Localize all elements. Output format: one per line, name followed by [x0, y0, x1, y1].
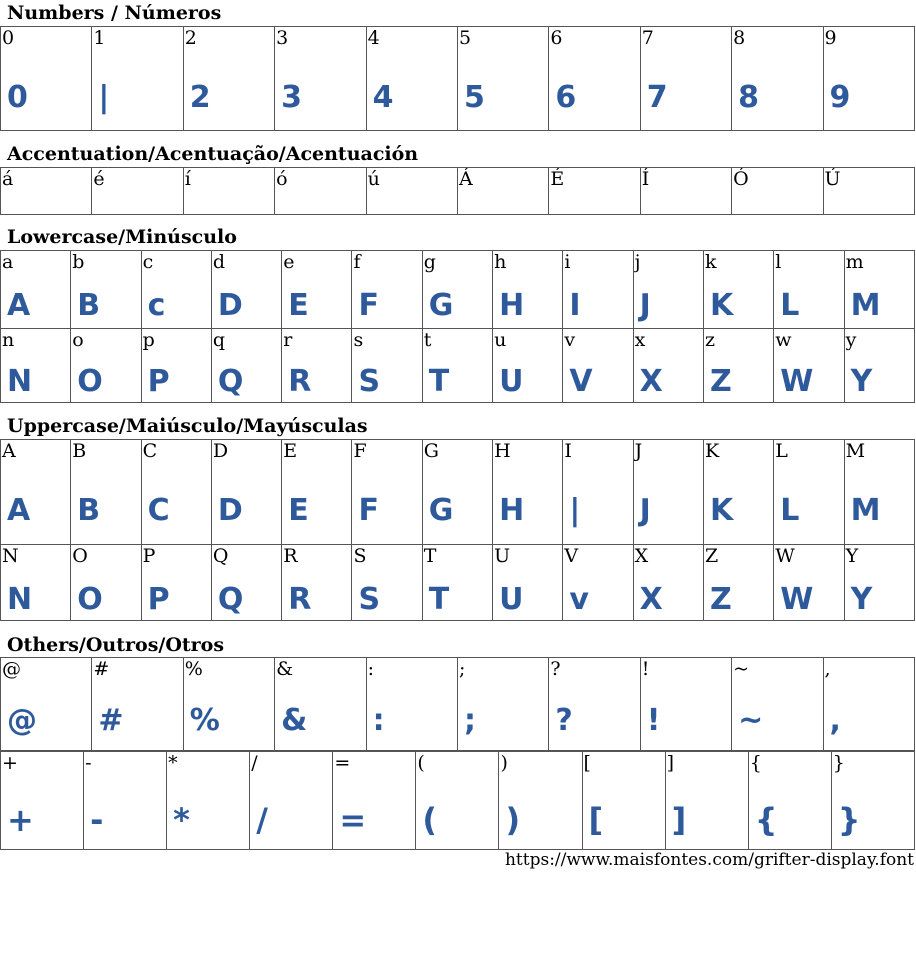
glyph-cell	[1, 168, 92, 215]
glyph-cell-label: a	[2, 251, 14, 273]
glyph-cell	[563, 545, 633, 621]
glyph-sample: v	[569, 582, 589, 617]
glyph-sample: 7	[646, 80, 668, 115]
glyph-sample: X	[639, 582, 663, 617]
glyph-cell	[640, 658, 731, 751]
glyph-sample: U	[499, 364, 524, 399]
glyph-cell-label: N	[2, 545, 19, 567]
glyph-sample: E	[288, 288, 309, 323]
source-url: https://www.maisfontes.com/grifter-display.font	[504, 850, 914, 870]
glyph-cell	[633, 251, 703, 329]
glyph-sample: E	[288, 493, 309, 528]
glyph-cell-label: &	[276, 658, 294, 680]
others-table-2	[0, 751, 915, 850]
glyph-cell-label: T	[423, 545, 437, 567]
glyph-cell-label: +	[2, 752, 18, 774]
glyph-row	[1, 251, 915, 329]
glyph-sample: L	[780, 493, 800, 528]
glyph-sample: [	[588, 801, 604, 839]
glyph-row	[1, 440, 915, 545]
glyph-sample: =	[339, 801, 367, 839]
glyph-cell	[282, 440, 352, 545]
glyph-cell-label: /	[251, 752, 258, 774]
glyph-sample: G	[428, 493, 454, 528]
glyph-cell-label: i	[564, 251, 571, 273]
glyph-sample: Z	[709, 582, 732, 617]
glyph-cell	[366, 27, 457, 131]
section-title-accentuation: Accentuation/Acentuação/Acentuación	[7, 143, 419, 165]
glyph-cell	[563, 440, 633, 545]
glyph-cell-label: v	[564, 329, 576, 351]
glyph-cell	[282, 545, 352, 621]
glyph-cell-label: é	[93, 168, 105, 190]
glyph-sample: #	[98, 703, 124, 738]
glyph-cell	[92, 27, 183, 131]
glyph-cell-label: 5	[458, 27, 472, 49]
glyph-cell-label: J	[634, 440, 643, 462]
glyph-sample: H	[499, 493, 525, 528]
glyph-sample: T	[428, 582, 450, 617]
glyph-sample: ;	[463, 703, 476, 738]
glyph-cell	[493, 329, 563, 403]
glyph-sample: I	[569, 288, 581, 323]
glyph-sample: 6	[555, 80, 577, 115]
glyph-cell	[211, 545, 281, 621]
glyph-cell	[352, 329, 422, 403]
glyph-cell-label: (	[417, 752, 425, 774]
glyph-row	[1, 329, 915, 403]
glyph-cell-label: 0	[2, 27, 15, 49]
glyph-sample: 0	[7, 80, 28, 115]
glyph-cell-label: 3	[276, 27, 289, 49]
glyph-cell	[457, 658, 548, 751]
glyph-cell-label: 1	[93, 27, 106, 49]
glyph-cell-label: y	[845, 329, 857, 351]
uppercase-table	[0, 439, 915, 621]
glyph-cell-label: Q	[212, 545, 229, 567]
glyph-cell-label: X	[634, 545, 649, 567]
glyph-sample: A	[7, 288, 31, 323]
section-title-others: Others/Outros/Otros	[7, 634, 225, 656]
glyph-sample: H	[499, 288, 525, 323]
glyph-cell	[703, 440, 773, 545]
glyph-cell	[366, 658, 457, 751]
glyph-cell	[633, 545, 703, 621]
glyph-cell	[333, 752, 416, 850]
glyph-sample: D	[217, 493, 243, 528]
glyph-sample: V	[569, 364, 593, 399]
glyph-sample: &	[281, 703, 308, 738]
glyph-sample: B	[77, 288, 101, 323]
glyph-sample: A	[7, 493, 31, 528]
glyph-cell-label: M	[845, 440, 866, 462]
glyph-cell	[640, 27, 731, 131]
glyph-sample: R	[288, 582, 312, 617]
glyph-cell	[1, 658, 92, 751]
glyph-cell	[844, 329, 914, 403]
glyph-cell	[282, 251, 352, 329]
glyph-cell-label: I	[564, 440, 572, 462]
glyph-cell-label: f	[353, 251, 361, 273]
glyph-cell	[633, 440, 703, 545]
glyph-cell	[493, 545, 563, 621]
glyph-sample: T	[428, 364, 450, 399]
glyph-sample: N	[7, 582, 33, 617]
glyph-sample: Y	[850, 364, 873, 399]
glyph-sample: M	[850, 288, 881, 323]
glyph-cell-label: í	[184, 168, 191, 190]
section-title-uppercase: Uppercase/Maiúsculo/Mayúsculas	[7, 415, 368, 437]
glyph-row	[1, 752, 915, 850]
glyph-cell	[844, 440, 914, 545]
glyph-cell	[422, 251, 492, 329]
glyph-sample: !	[646, 703, 661, 738]
glyph-cell	[774, 440, 844, 545]
glyph-cell-label: 8	[733, 27, 746, 49]
glyph-cell	[1, 329, 71, 403]
glyph-sample: |	[98, 80, 110, 115]
glyph-sample: Z	[709, 364, 732, 399]
glyph-sample: ]	[671, 801, 687, 839]
glyph-cell-label: !	[641, 658, 650, 680]
glyph-cell-label: c	[142, 251, 154, 273]
glyph-cell-label: e	[283, 251, 295, 273]
glyph-sample: N	[7, 364, 33, 399]
glyph-sample: -	[90, 801, 104, 839]
glyph-cell-label: A	[2, 440, 16, 462]
glyph-sample: U	[499, 582, 524, 617]
glyph-cell	[563, 251, 633, 329]
glyph-cell	[71, 251, 141, 329]
glyph-cell-label: )	[500, 752, 508, 774]
others-table-1	[0, 657, 915, 751]
glyph-cell-label: F	[353, 440, 367, 462]
glyph-sample: +	[7, 801, 34, 839]
glyph-cell	[633, 329, 703, 403]
glyph-cell-label: L	[775, 440, 788, 462]
glyph-sample: *	[173, 801, 190, 839]
glyph-cell-label: W	[775, 545, 795, 567]
glyph-sample: %	[189, 703, 220, 738]
glyph-cell-label: j	[634, 251, 641, 273]
glyph-cell-label: #	[93, 658, 110, 680]
glyph-sample: Y	[850, 582, 873, 617]
glyph-cell	[211, 329, 281, 403]
glyph-cell-label: E	[283, 440, 298, 462]
glyph-row	[1, 658, 915, 751]
glyph-cell	[732, 168, 823, 215]
glyph-sample: ,	[829, 703, 841, 738]
glyph-cell	[457, 27, 548, 131]
numbers-table	[0, 26, 915, 131]
glyph-cell-label: ?	[550, 658, 561, 680]
glyph-cell-label: u	[494, 329, 507, 351]
glyph-cell	[167, 752, 250, 850]
glyph-sample: B	[77, 493, 101, 528]
glyph-sample: G	[428, 288, 454, 323]
glyph-cell-label: {	[749, 752, 762, 774]
glyph-cell-label: ~	[733, 658, 750, 680]
glyph-cell	[71, 440, 141, 545]
glyph-cell	[563, 329, 633, 403]
glyph-cell-label: *	[168, 752, 178, 774]
glyph-row	[1, 168, 915, 215]
glyph-sample: @	[7, 703, 37, 738]
glyph-cell-label: %	[184, 658, 203, 680]
glyph-cell	[352, 251, 422, 329]
glyph-cell	[640, 168, 731, 215]
glyph-cell-label: ó	[276, 168, 288, 190]
glyph-sample: W	[780, 582, 814, 617]
glyph-cell	[141, 440, 211, 545]
glyph-cell-label: H	[494, 440, 511, 462]
glyph-sample: (	[422, 801, 438, 839]
glyph-cell-label: Ó	[733, 168, 749, 190]
glyph-cell-label: D	[212, 440, 229, 462]
glyph-cell	[703, 545, 773, 621]
glyph-cell	[92, 168, 183, 215]
glyph-sample: 2	[189, 80, 211, 115]
glyph-sample: M	[850, 493, 881, 528]
glyph-cell	[183, 27, 274, 131]
glyph-cell-label: =	[334, 752, 351, 774]
section-title-numbers: Numbers / Números	[7, 2, 222, 24]
glyph-cell	[352, 440, 422, 545]
glyph-cell	[422, 440, 492, 545]
glyph-cell	[831, 752, 914, 850]
glyph-cell-label: R	[283, 545, 298, 567]
glyph-sample: 5	[463, 80, 485, 115]
glyph-cell	[774, 329, 844, 403]
glyph-cell	[499, 752, 582, 850]
glyph-sample: Q	[217, 364, 244, 399]
glyph-cell-label: 7	[641, 27, 654, 49]
glyph-sample: /	[256, 801, 268, 839]
glyph-sample: Q	[217, 582, 244, 617]
glyph-cell-label: K	[704, 440, 720, 462]
glyph-sample: ~	[738, 703, 764, 738]
glyph-cell-label: ;	[458, 658, 466, 680]
glyph-sample: S	[358, 364, 381, 399]
glyph-sample: P	[147, 364, 170, 399]
glyph-cell	[823, 27, 914, 131]
glyph-sample: 8	[738, 80, 759, 115]
glyph-cell	[71, 545, 141, 621]
glyph-cell	[84, 752, 167, 850]
glyph-cell-label: C	[142, 440, 158, 462]
glyph-sample: O	[77, 582, 103, 617]
glyph-sample: 9	[829, 80, 851, 115]
glyph-cell	[1, 545, 71, 621]
glyph-cell-label: n	[2, 329, 15, 351]
glyph-cell-label: O	[72, 545, 88, 567]
glyph-cell-label: 6	[550, 27, 563, 49]
glyph-sample: J	[639, 493, 651, 528]
glyph-cell-label: o	[72, 329, 84, 351]
glyph-cell-label: z	[704, 329, 715, 351]
glyph-cell	[422, 545, 492, 621]
glyph-cell-label: 4	[367, 27, 380, 49]
glyph-cell	[211, 440, 281, 545]
glyph-cell	[844, 251, 914, 329]
glyph-cell	[1, 752, 84, 850]
glyph-cell	[582, 752, 665, 850]
glyph-cell-label: U	[494, 545, 511, 567]
glyph-row	[1, 545, 915, 621]
glyph-cell-label: g	[423, 251, 436, 273]
glyph-sample: K	[709, 493, 734, 528]
glyph-cell-label: w	[775, 329, 792, 351]
glyph-cell-label: t	[423, 329, 432, 351]
glyph-sample: W	[780, 364, 814, 399]
glyph-cell-label: h	[494, 251, 507, 273]
glyph-cell	[422, 329, 492, 403]
glyph-row	[1, 27, 915, 131]
glyph-cell-label: G	[423, 440, 439, 462]
glyph-cell	[1, 27, 92, 131]
lowercase-table	[0, 250, 915, 403]
glyph-cell-label: V	[564, 545, 579, 567]
glyph-cell-label: m	[845, 251, 864, 273]
glyph-sample: c	[147, 288, 166, 323]
glyph-cell-label: Á	[458, 168, 473, 190]
glyph-cell	[416, 752, 499, 850]
glyph-sample: 3	[281, 80, 303, 115]
glyph-cell	[352, 545, 422, 621]
glyph-sample: O	[77, 364, 103, 399]
glyph-cell	[549, 27, 640, 131]
glyph-cell-label: p	[142, 329, 155, 351]
glyph-cell	[366, 168, 457, 215]
glyph-cell-label: r	[283, 329, 293, 351]
glyph-cell	[211, 251, 281, 329]
glyph-sample: P	[147, 582, 170, 617]
glyph-sample: 4	[372, 80, 394, 115]
glyph-cell	[823, 168, 914, 215]
accentuation-table	[0, 167, 915, 215]
glyph-cell	[183, 168, 274, 215]
glyph-cell	[141, 329, 211, 403]
glyph-cell-label: 9	[824, 27, 837, 49]
glyph-sample: F	[358, 288, 379, 323]
glyph-cell-label: É	[550, 168, 565, 190]
glyph-cell-label: q	[212, 329, 226, 351]
glyph-cell-label: x	[634, 329, 646, 351]
glyph-cell-label: @	[2, 658, 21, 680]
glyph-cell-label: S	[353, 545, 367, 567]
glyph-cell-label: Ú	[824, 168, 841, 190]
glyph-sample: K	[709, 288, 734, 323]
glyph-cell-label: á	[2, 168, 14, 190]
glyph-sample: F	[358, 493, 379, 528]
glyph-cell	[748, 752, 831, 850]
glyph-cell	[703, 329, 773, 403]
glyph-sample: {	[754, 801, 778, 839]
glyph-cell	[92, 658, 183, 751]
glyph-sample: X	[639, 364, 663, 399]
glyph-cell	[703, 251, 773, 329]
glyph-cell	[275, 27, 366, 131]
glyph-sample: ?	[555, 703, 573, 738]
glyph-sample: J	[639, 288, 651, 323]
glyph-cell	[844, 545, 914, 621]
glyph-cell	[183, 658, 274, 751]
glyph-cell-label: ,	[824, 658, 831, 680]
glyph-cell	[282, 329, 352, 403]
glyph-cell-label: ]	[666, 752, 675, 774]
glyph-sample: L	[780, 288, 800, 323]
glyph-cell	[774, 545, 844, 621]
glyph-cell-label: Y	[845, 545, 859, 567]
glyph-cell	[493, 440, 563, 545]
glyph-sample: S	[358, 582, 381, 617]
glyph-sample: :	[372, 703, 385, 738]
glyph-cell	[141, 545, 211, 621]
glyph-cell	[732, 27, 823, 131]
glyph-cell	[549, 658, 640, 751]
glyph-cell-label: l	[775, 251, 782, 273]
glyph-sample: )	[505, 801, 521, 839]
glyph-cell-label: 2	[184, 27, 197, 49]
glyph-cell	[275, 168, 366, 215]
glyph-cell	[71, 329, 141, 403]
glyph-cell	[549, 168, 640, 215]
glyph-cell-label: Z	[704, 545, 719, 567]
glyph-cell-label: B	[72, 440, 87, 462]
glyph-cell-label: ú	[367, 168, 380, 190]
glyph-cell-label: b	[72, 251, 85, 273]
glyph-cell	[141, 251, 211, 329]
glyph-sample: |	[569, 493, 581, 528]
glyph-sample: D	[217, 288, 243, 323]
glyph-cell	[1, 251, 71, 329]
glyph-cell	[665, 752, 748, 850]
glyph-cell	[493, 251, 563, 329]
glyph-cell-label: d	[212, 251, 226, 273]
glyph-cell	[774, 251, 844, 329]
glyph-cell	[1, 440, 71, 545]
glyph-cell	[732, 658, 823, 751]
glyph-cell	[250, 752, 333, 850]
glyph-sample: }	[837, 801, 861, 839]
glyph-cell-label: -	[85, 752, 92, 774]
glyph-cell-label: P	[142, 545, 156, 567]
glyph-cell	[457, 168, 548, 215]
glyph-cell-label: s	[353, 329, 364, 351]
glyph-cell	[275, 658, 366, 751]
section-title-lowercase: Lowercase/Minúsculo	[7, 226, 237, 248]
glyph-cell-label: Í	[641, 168, 650, 190]
glyph-cell-label: :	[367, 658, 374, 680]
glyph-sample: R	[288, 364, 312, 399]
glyph-sample: C	[147, 493, 170, 528]
glyph-cell-label: k	[704, 251, 717, 273]
glyph-cell-label: [	[583, 752, 591, 774]
glyph-cell-label: }	[832, 752, 845, 774]
glyph-cell	[823, 658, 914, 751]
